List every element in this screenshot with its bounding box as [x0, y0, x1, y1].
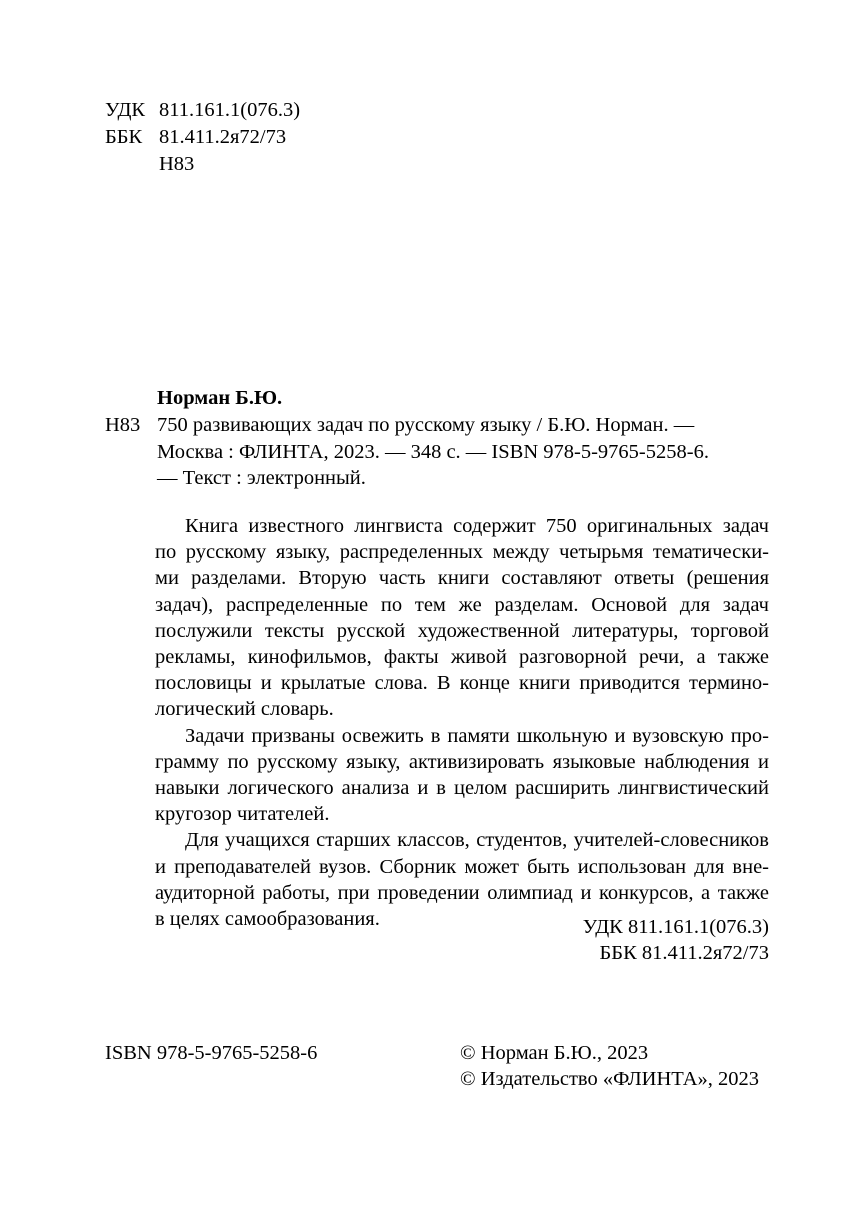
annotation-line: Для учащихся старших классов, студентов, учителей-словесников [185, 829, 769, 852]
annotation-line: логический словарь. [155, 698, 334, 721]
bibliographic-description [157, 412, 769, 492]
annotation-line: грамму по русскому языку, активизировать языковые наблюдения и [155, 750, 769, 773]
biblio-line: — Текст : электронный. [157, 467, 366, 489]
annotation-line: по русскому языку, распределенных между четырьмя тематически- [155, 541, 769, 564]
annotation-line: задач), распределенные по тем же разделам. Основой для задач [155, 593, 769, 616]
bbk-code: ББК 81.411.2я72/73 [599, 942, 769, 964]
annotation [155, 513, 769, 932]
annotation-line: рекламы, кинофильмов, факты живой разговорной речи, а также [155, 646, 769, 669]
udk-label: УДК [105, 99, 146, 121]
udk-code: УДК 811.161.1(076.3) [582, 916, 769, 938]
copyright-block [460, 1040, 759, 1092]
biblio-line: 750 развивающих задач по русскому языку / Б.Ю. Норман. — [157, 414, 695, 436]
author-mark-header: Н83 [159, 153, 195, 175]
annotation-line: навыки логического анализа и в целом расширить лингвистический [155, 777, 769, 800]
annotation-paragraph-1 [155, 513, 769, 723]
annotation-line: в целях самообразования. [155, 908, 380, 931]
annotation-line: Книга известного лингвиста содержит 750 оригинальных задач [185, 515, 769, 537]
biblio-line: Москва : ФЛИНТА, 2023. — 348 с. — ISBN 978-5-9765-5258-6. [157, 440, 709, 463]
annotation-paragraph-2 [155, 723, 769, 828]
copyright-author: © Норман Б.Ю., 2023 [460, 1042, 649, 1064]
udk-header [105, 97, 300, 123]
annotation-line: ми разделами. Вторую часть книги составляют ответы (решения [155, 567, 769, 590]
bbk-header [105, 124, 286, 150]
annotation-line: послужили тексты русской художественной литературы, торговой [155, 619, 769, 642]
bbk-label: ББК [105, 126, 143, 148]
annotation-line: аудиторной работы, при проведении олимпиад и конкурсов, а также [155, 881, 769, 904]
record-author: Норман Б.Ю. [157, 387, 283, 409]
bbk-value: 81.411.2я72/73 [159, 126, 287, 148]
record-author-mark: Н83 [105, 414, 141, 436]
classification-codes [583, 914, 769, 966]
copyright-publisher: © Издательство «ФЛИНТА», 2023 [460, 1068, 760, 1090]
annotation-line: Задачи призваны освежить в памяти школьную и вузовскую про- [185, 724, 769, 747]
udk-value: 811.161.1(076.3) [159, 99, 301, 121]
annotation-line: пословицы и крылатые слова. В конце книги приводится термино- [155, 672, 769, 695]
annotation-line: и преподавателей вузов. Сборник может быть использован для вне- [155, 855, 769, 878]
isbn: ISBN 978-5-9765-5258-6 [105, 1042, 318, 1064]
annotation-line: кругозор читателей. [155, 803, 330, 826]
